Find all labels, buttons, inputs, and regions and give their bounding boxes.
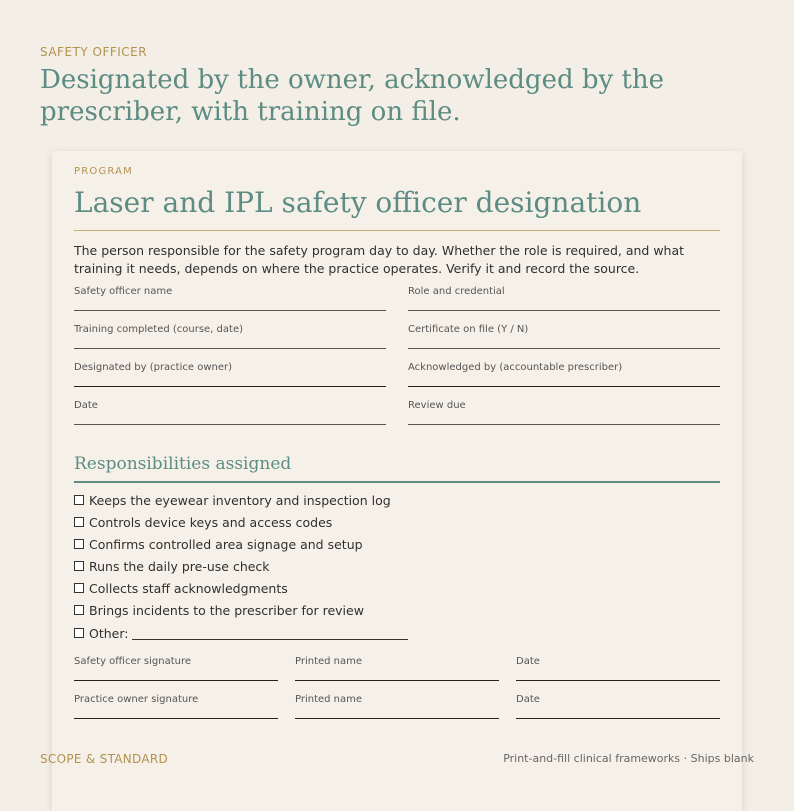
checkbox-item-other[interactable] — [74, 625, 408, 641]
checkbox-label: Other: — [89, 625, 129, 641]
footer-tagline: Print-and-fill clinical frameworks · Ships blank — [503, 752, 754, 765]
form-title: Laser and IPL safety officer designation — [74, 186, 642, 219]
other-write-in-line[interactable] — [132, 639, 408, 640]
checkbox-item[interactable] — [74, 602, 364, 618]
field-line[interactable] — [74, 310, 386, 311]
checkbox-label: Brings incidents to the prescriber for review — [89, 602, 364, 618]
sig-line[interactable] — [516, 680, 720, 681]
checkbox-label: Confirms controlled area signage and setup — [89, 536, 363, 552]
card-eyebrow: PROGRAM — [74, 166, 134, 177]
sig-line[interactable] — [74, 680, 278, 681]
field-label: Acknowledged by (accountable prescriber) — [408, 362, 623, 373]
field-training-completed[interactable] — [74, 324, 386, 336]
sig-date[interactable] — [516, 694, 720, 706]
footer-brand: SCOPE & STANDARD — [40, 752, 169, 766]
field-label: Date — [74, 400, 98, 411]
responsibilities-divider — [74, 481, 720, 483]
sig-line[interactable] — [516, 718, 720, 719]
checkbox[interactable] — [74, 517, 84, 527]
sig-label: Practice owner signature — [74, 694, 199, 705]
field-line[interactable] — [74, 424, 386, 425]
field-line[interactable] — [408, 386, 720, 387]
field-label: Role and credential — [408, 286, 505, 297]
sig-label: Safety officer signature — [74, 656, 191, 667]
field-designated-by[interactable] — [74, 362, 386, 374]
sig-date[interactable] — [516, 656, 720, 668]
title-divider — [74, 230, 720, 231]
field-acknowledged-by[interactable] — [408, 362, 720, 374]
checkbox-label: Controls device keys and access codes — [89, 514, 333, 530]
field-label: Safety officer name — [74, 286, 173, 297]
sig-printed-name[interactable] — [295, 694, 499, 706]
field-line[interactable] — [74, 386, 386, 387]
sig-label: Date — [516, 656, 540, 667]
field-line[interactable] — [74, 348, 386, 349]
sig-label: Printed name — [295, 694, 363, 705]
checkbox-item[interactable] — [74, 536, 363, 552]
field-certificate-on-file[interactable] — [408, 324, 720, 336]
responsibilities-heading: Responsibilities assigned — [74, 454, 292, 474]
checkbox[interactable] — [74, 583, 84, 593]
sig-label: Date — [516, 694, 540, 705]
field-line[interactable] — [408, 424, 720, 425]
field-label: Review due — [408, 400, 466, 411]
field-label: Certificate on file (Y / N) — [408, 324, 529, 335]
field-line[interactable] — [408, 310, 720, 311]
sig-line[interactable] — [295, 718, 499, 719]
checkbox[interactable] — [74, 495, 84, 505]
form-intro: The person responsible for the safety program day to day. Whether the role is required, and what training it needs, depends on where the practice operates. Verify it and record the source. — [74, 243, 685, 276]
field-review-due[interactable] — [408, 400, 720, 412]
checkbox-label: Collects staff acknowledgments — [89, 580, 288, 596]
checkbox-item[interactable] — [74, 580, 288, 596]
sig-line[interactable] — [74, 718, 278, 719]
page-headline: Designated by the owner, acknowledged by the prescriber, with training on file. — [40, 65, 665, 127]
field-date[interactable] — [74, 400, 386, 412]
section-eyebrow: SAFETY OFFICER — [40, 45, 148, 59]
checkbox[interactable] — [74, 561, 84, 571]
field-line[interactable] — [408, 348, 720, 349]
checkbox[interactable] — [74, 628, 84, 638]
checkbox-item[interactable] — [74, 558, 270, 574]
field-role-credential[interactable] — [408, 286, 720, 298]
sig-line[interactable] — [295, 680, 499, 681]
checkbox-label: Keeps the eyewear inventory and inspection log — [89, 492, 391, 508]
form-card — [52, 151, 742, 811]
checkbox-label: Runs the daily pre-use check — [89, 558, 270, 574]
checkbox[interactable] — [74, 605, 84, 615]
field-label: Training completed (course, date) — [74, 324, 244, 335]
sig-label: Printed name — [295, 656, 363, 667]
sig-safety-officer-signature[interactable] — [74, 656, 278, 668]
checkbox-item[interactable] — [74, 492, 391, 508]
sig-practice-owner-signature[interactable] — [74, 694, 278, 706]
sig-printed-name[interactable] — [295, 656, 499, 668]
field-safety-officer-name[interactable] — [74, 286, 386, 298]
checkbox[interactable] — [74, 539, 84, 549]
checkbox-item[interactable] — [74, 514, 332, 530]
field-label: Designated by (practice owner) — [74, 362, 233, 373]
